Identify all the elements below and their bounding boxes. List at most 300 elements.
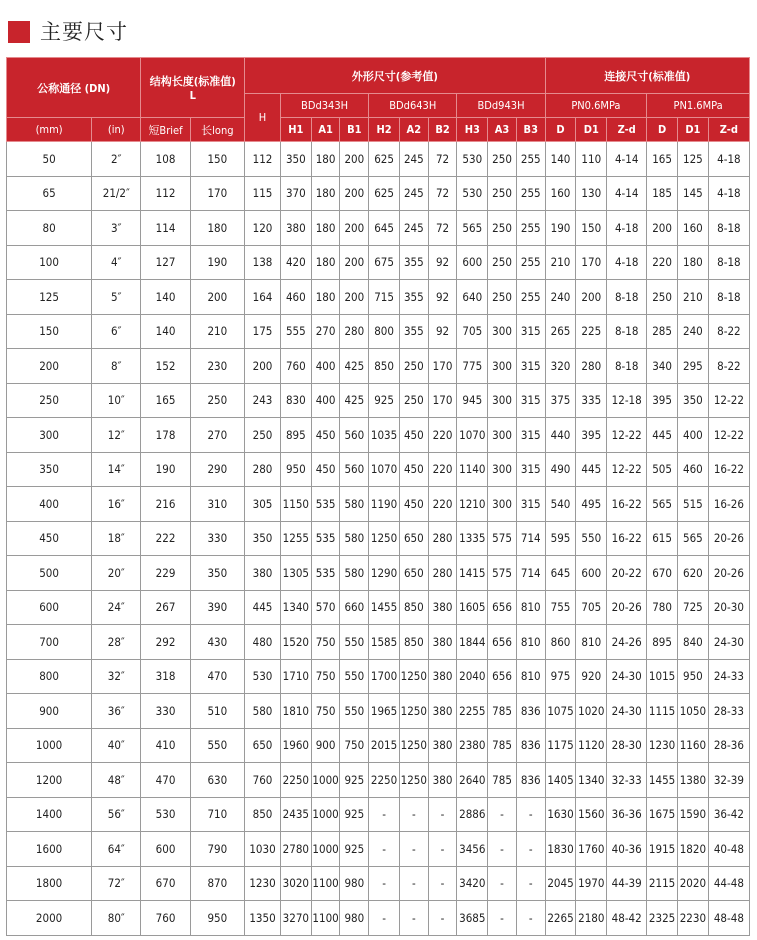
table-cell: 21/2″ — [92, 176, 141, 211]
table-cell: 430 — [190, 625, 244, 660]
table-cell: 450 — [399, 418, 428, 453]
table-cell: 640 — [457, 280, 488, 315]
table-cell: 180 — [311, 176, 340, 211]
table-cell: 850 — [399, 590, 428, 625]
table-cell: 480 — [245, 625, 281, 660]
table-row — [7, 245, 750, 280]
table-cell: 1255 — [280, 521, 311, 556]
header-row-3 — [7, 118, 750, 142]
table-cell: 1070 — [369, 452, 400, 487]
table-cell: 2265 — [545, 901, 576, 936]
table-cell: 780 — [647, 590, 678, 625]
table-cell: 28-36 — [708, 728, 749, 763]
table-cell: 1340 — [576, 763, 607, 798]
table-cell: 1965 — [369, 694, 400, 729]
table-row — [7, 349, 750, 384]
table-cell: - — [516, 866, 545, 901]
table-cell: 450 — [311, 452, 340, 487]
table-cell: 8-18 — [607, 280, 647, 315]
table-cell: 245 — [399, 211, 428, 246]
table-cell: 1070 — [457, 418, 488, 453]
table-cell: 200 — [7, 349, 92, 384]
table-cell: 200 — [576, 280, 607, 315]
table-cell: 210 — [545, 245, 576, 280]
table-cell: 950 — [280, 452, 311, 487]
table-cell: 3270 — [280, 901, 311, 936]
table-cell: 580 — [340, 556, 369, 591]
table-cell: 530 — [457, 176, 488, 211]
table-cell: 3456 — [457, 832, 488, 867]
table-cell: 860 — [545, 625, 576, 660]
table-cell: 565 — [647, 487, 678, 522]
table-cell: 8-18 — [708, 280, 749, 315]
table-cell: 380 — [280, 211, 311, 246]
table-cell: 1700 — [369, 659, 400, 694]
table-cell: - — [428, 832, 457, 867]
table-cell: 425 — [340, 349, 369, 384]
header-d-pn06: D — [545, 118, 576, 142]
table-cell: 925 — [340, 797, 369, 832]
table-cell: 510 — [190, 694, 244, 729]
table-cell: 625 — [369, 176, 400, 211]
table-cell: 240 — [677, 314, 708, 349]
table-cell: 3″ — [92, 211, 141, 246]
table-cell: 1810 — [280, 694, 311, 729]
table-cell: 870 — [190, 866, 244, 901]
table-cell: 56″ — [92, 797, 141, 832]
table-cell: 185 — [647, 176, 678, 211]
table-cell: 565 — [457, 211, 488, 246]
table-cell: 750 — [311, 694, 340, 729]
table-cell: 190 — [141, 452, 190, 487]
table-cell: 2180 — [576, 901, 607, 936]
header-long: 长long — [190, 118, 244, 142]
table-cell: 12-22 — [607, 452, 647, 487]
table-cell: 1350 — [245, 901, 281, 936]
table-cell: 3685 — [457, 901, 488, 936]
table-cell: 4-14 — [607, 176, 647, 211]
table-cell: 535 — [311, 521, 340, 556]
table-cell: 400 — [311, 349, 340, 384]
table-cell: 318 — [141, 659, 190, 694]
table-cell: 714 — [516, 521, 545, 556]
table-cell: 550 — [340, 625, 369, 660]
table-cell: 380 — [428, 659, 457, 694]
table-cell: 560 — [340, 452, 369, 487]
table-cell: 320 — [545, 349, 576, 384]
table-cell: 2380 — [457, 728, 488, 763]
table-cell: 1035 — [369, 418, 400, 453]
table-cell: 1710 — [280, 659, 311, 694]
table-cell: 1760 — [576, 832, 607, 867]
table-cell: 580 — [340, 521, 369, 556]
table-cell: 1050 — [677, 694, 708, 729]
table-cell: - — [369, 832, 400, 867]
table-cell: 72″ — [92, 866, 141, 901]
table-cell: 229 — [141, 556, 190, 591]
table-cell: 140 — [141, 280, 190, 315]
table-cell: 1230 — [245, 866, 281, 901]
header-length-line1: 结构长度(标准值) — [149, 75, 236, 88]
table-cell: 315 — [516, 452, 545, 487]
table-cell: 315 — [516, 314, 545, 349]
table-cell: 945 — [457, 383, 488, 418]
table-cell: 840 — [677, 625, 708, 660]
table-cell: 850 — [399, 625, 428, 660]
table-cell: 280 — [245, 452, 281, 487]
table-cell: 250 — [488, 280, 517, 315]
table-cell: 180 — [190, 211, 244, 246]
header-zd-pn06: Z-d — [607, 118, 647, 142]
table-cell: 550 — [576, 521, 607, 556]
table-cell: 715 — [369, 280, 400, 315]
table-cell: 850 — [369, 349, 400, 384]
table-cell: 180 — [677, 245, 708, 280]
table-cell: 16-22 — [708, 452, 749, 487]
table-row — [7, 280, 750, 315]
table-cell: 14″ — [92, 452, 141, 487]
table-cell: 222 — [141, 521, 190, 556]
table-row — [7, 314, 750, 349]
table-cell: 355 — [399, 245, 428, 280]
table-cell: 200 — [340, 245, 369, 280]
table-cell: 160 — [545, 176, 576, 211]
table-cell: 165 — [647, 142, 678, 177]
table-cell: 245 — [399, 142, 428, 177]
table-cell: 1335 — [457, 521, 488, 556]
table-row — [7, 142, 750, 177]
table-cell: 375 — [545, 383, 576, 418]
table-cell: 600 — [576, 556, 607, 591]
table-cell: 92 — [428, 280, 457, 315]
table-cell: 1100 — [311, 866, 340, 901]
table-cell: 32″ — [92, 659, 141, 694]
table-cell: 1030 — [245, 832, 281, 867]
table-cell: 255 — [516, 280, 545, 315]
table-cell: 210 — [677, 280, 708, 315]
table-cell: 1250 — [399, 763, 428, 798]
table-cell: 24″ — [92, 590, 141, 625]
table-cell: 170 — [428, 383, 457, 418]
table-cell: 630 — [190, 763, 244, 798]
table-cell: - — [488, 866, 517, 901]
table-cell: 615 — [647, 521, 678, 556]
table-cell: 130 — [576, 176, 607, 211]
table-cell: 800 — [369, 314, 400, 349]
table-cell: 112 — [245, 142, 281, 177]
header-length-line2: L — [189, 89, 196, 102]
table-cell: - — [428, 866, 457, 901]
table-cell: 270 — [311, 314, 340, 349]
table-cell: 450 — [399, 487, 428, 522]
header-short: 短Brief — [141, 118, 190, 142]
table-cell: 670 — [647, 556, 678, 591]
table-cell: 600 — [141, 832, 190, 867]
table-cell: 750 — [311, 659, 340, 694]
table-cell: 315 — [516, 349, 545, 384]
table-cell: 4-14 — [607, 142, 647, 177]
table-cell: 250 — [190, 383, 244, 418]
table-cell: 180 — [311, 280, 340, 315]
table-cell: 1560 — [576, 797, 607, 832]
table-cell: 900 — [311, 728, 340, 763]
table-cell: 350 — [190, 556, 244, 591]
table-cell: 36-36 — [607, 797, 647, 832]
table-cell: 1210 — [457, 487, 488, 522]
table-cell: 270 — [190, 418, 244, 453]
table-cell: 280 — [576, 349, 607, 384]
table-cell: - — [428, 901, 457, 936]
table-cell: 5″ — [92, 280, 141, 315]
table-cell: 380 — [245, 556, 281, 591]
table-cell: 20-26 — [708, 521, 749, 556]
table-cell: 370 — [280, 176, 311, 211]
header-mm: (mm) — [7, 118, 92, 142]
table-cell: 40-48 — [708, 832, 749, 867]
table-cell: 32-33 — [607, 763, 647, 798]
table-cell: 255 — [516, 142, 545, 177]
table-cell: 125 — [677, 142, 708, 177]
table-cell: 16″ — [92, 487, 141, 522]
table-cell: 550 — [340, 694, 369, 729]
table-cell: 380 — [428, 728, 457, 763]
table-cell: 555 — [280, 314, 311, 349]
table-cell: 1405 — [545, 763, 576, 798]
table-cell: - — [399, 832, 428, 867]
table-cell: 92 — [428, 245, 457, 280]
table-cell: 1160 — [677, 728, 708, 763]
table-cell: 850 — [245, 797, 281, 832]
table-cell: 8-22 — [708, 314, 749, 349]
header-row-1 — [7, 58, 750, 94]
table-cell: 1175 — [545, 728, 576, 763]
table-cell: 280 — [428, 521, 457, 556]
table-cell: 150 — [190, 142, 244, 177]
header-pn06: PN0.6MPa — [545, 94, 647, 118]
table-cell: 400 — [311, 383, 340, 418]
table-cell: 20-30 — [708, 590, 749, 625]
table-cell: 24-30 — [607, 659, 647, 694]
table-cell: 145 — [677, 176, 708, 211]
table-cell: 65 — [7, 176, 92, 211]
table-cell: 380 — [428, 590, 457, 625]
table-cell: 20-26 — [708, 556, 749, 591]
table-cell: - — [369, 901, 400, 936]
table-cell: 656 — [488, 590, 517, 625]
table-row — [7, 728, 750, 763]
table-cell: 705 — [576, 590, 607, 625]
table-cell: 200 — [647, 211, 678, 246]
table-cell: 20-26 — [607, 590, 647, 625]
header-d1-pn06: D1 — [576, 118, 607, 142]
header-zd-pn16: Z-d — [708, 118, 749, 142]
table-cell: 300 — [488, 418, 517, 453]
table-cell: 330 — [141, 694, 190, 729]
table-cell: 200 — [190, 280, 244, 315]
table-cell: 24-30 — [607, 694, 647, 729]
table-cell: 180 — [311, 211, 340, 246]
table-cell: 380 — [428, 694, 457, 729]
table-cell: 8-22 — [708, 349, 749, 384]
table-row — [7, 590, 750, 625]
table-cell: 895 — [647, 625, 678, 660]
header-h: H — [245, 94, 281, 142]
table-cell: 645 — [369, 211, 400, 246]
table-cell: 44-48 — [708, 866, 749, 901]
table-cell: - — [428, 797, 457, 832]
table-cell: 714 — [516, 556, 545, 591]
table-cell: 350 — [677, 383, 708, 418]
table-cell: 280 — [428, 556, 457, 591]
table-cell: 440 — [545, 418, 576, 453]
table-cell: 255 — [516, 245, 545, 280]
table-cell: 12-22 — [708, 418, 749, 453]
table-cell: 355 — [399, 314, 428, 349]
table-cell: 1585 — [369, 625, 400, 660]
header-h2: H2 — [369, 118, 400, 142]
table-cell: 12-22 — [708, 383, 749, 418]
table-cell: 152 — [141, 349, 190, 384]
table-cell: 836 — [516, 728, 545, 763]
table-cell: 750 — [340, 728, 369, 763]
table-cell: 300 — [488, 452, 517, 487]
table-cell: 550 — [190, 728, 244, 763]
table-cell: 350 — [245, 521, 281, 556]
table-row — [7, 797, 750, 832]
table-cell: 2115 — [647, 866, 678, 901]
table-cell: 760 — [280, 349, 311, 384]
table-cell: 425 — [340, 383, 369, 418]
table-cell: 495 — [576, 487, 607, 522]
table-cell: 175 — [245, 314, 281, 349]
table-cell: 292 — [141, 625, 190, 660]
table-cell: 530 — [245, 659, 281, 694]
table-cell: 2230 — [677, 901, 708, 936]
table-cell: 16-22 — [607, 487, 647, 522]
table-cell: 28″ — [92, 625, 141, 660]
table-cell: 8-18 — [708, 211, 749, 246]
table-cell: 310 — [190, 487, 244, 522]
table-cell: 350 — [280, 142, 311, 177]
table-cell: 710 — [190, 797, 244, 832]
table-cell: 127 — [141, 245, 190, 280]
table-cell: 810 — [516, 625, 545, 660]
table-cell: 1844 — [457, 625, 488, 660]
table-cell: 1675 — [647, 797, 678, 832]
table-cell: 2250 — [369, 763, 400, 798]
table-cell: 2″ — [92, 142, 141, 177]
table-cell: 460 — [280, 280, 311, 315]
table-cell: 165 — [141, 383, 190, 418]
header-d1-pn16: D1 — [677, 118, 708, 142]
header-h3: H3 — [457, 118, 488, 142]
table-cell: 335 — [576, 383, 607, 418]
table-cell: 164 — [245, 280, 281, 315]
table-cell: 625 — [369, 142, 400, 177]
table-cell: 140 — [545, 142, 576, 177]
table-cell: 800 — [7, 659, 92, 694]
table-cell: 24-33 — [708, 659, 749, 694]
table-cell: 1120 — [576, 728, 607, 763]
table-cell: 6″ — [92, 314, 141, 349]
table-cell: 255 — [516, 211, 545, 246]
table-cell: 250 — [488, 142, 517, 177]
table-cell: 300 — [488, 349, 517, 384]
table-cell: 505 — [647, 452, 678, 487]
table-cell: 1250 — [399, 728, 428, 763]
header-h1: H1 — [280, 118, 311, 142]
table-cell: 470 — [190, 659, 244, 694]
table-cell: 200 — [340, 176, 369, 211]
table-cell: 350 — [7, 452, 92, 487]
table-cell: 250 — [488, 176, 517, 211]
table-cell: 240 — [545, 280, 576, 315]
table-cell: 785 — [488, 763, 517, 798]
table-cell: 12″ — [92, 418, 141, 453]
table-cell: 725 — [677, 590, 708, 625]
table-cell: 925 — [340, 832, 369, 867]
table-cell: - — [399, 866, 428, 901]
table-cell: 2255 — [457, 694, 488, 729]
table-cell: 250 — [399, 383, 428, 418]
table-cell: 700 — [7, 625, 92, 660]
table-cell: 267 — [141, 590, 190, 625]
table-cell: 410 — [141, 728, 190, 763]
table-row — [7, 383, 750, 418]
table-row — [7, 625, 750, 660]
table-cell: 330 — [190, 521, 244, 556]
header-connection-dimensions: 连接尺寸(标准值) — [545, 58, 749, 94]
table-cell: 2045 — [545, 866, 576, 901]
table-cell: 470 — [141, 763, 190, 798]
table-cell: 380 — [428, 625, 457, 660]
table-cell: 580 — [245, 694, 281, 729]
table-cell: 1015 — [647, 659, 678, 694]
table-cell: - — [516, 832, 545, 867]
table-cell: 675 — [369, 245, 400, 280]
header-nominal-diameter: 公称通径 (DN) — [7, 58, 141, 118]
table-cell: 1115 — [647, 694, 678, 729]
table-cell: 64″ — [92, 832, 141, 867]
table-cell: 220 — [428, 452, 457, 487]
table-cell: - — [488, 901, 517, 936]
table-cell: 8-18 — [607, 349, 647, 384]
table-cell: 445 — [245, 590, 281, 625]
table-cell: - — [369, 866, 400, 901]
table-cell: - — [516, 797, 545, 832]
table-cell: 560 — [340, 418, 369, 453]
table-cell: 705 — [457, 314, 488, 349]
table-cell: 1800 — [7, 866, 92, 901]
table-cell: 1000 — [311, 763, 340, 798]
table-cell: 2015 — [369, 728, 400, 763]
table-cell: 1820 — [677, 832, 708, 867]
table-cell: 340 — [647, 349, 678, 384]
header-pn16: PN1.6MPa — [647, 94, 750, 118]
table-row — [7, 487, 750, 522]
table-cell: 100 — [7, 245, 92, 280]
table-cell: 200 — [340, 142, 369, 177]
table-cell: 810 — [516, 659, 545, 694]
table-cell: 980 — [340, 866, 369, 901]
table-cell: 200 — [340, 280, 369, 315]
table-cell: 400 — [7, 487, 92, 522]
table-cell: 1520 — [280, 625, 311, 660]
table-cell: 395 — [647, 383, 678, 418]
table-cell: 170 — [190, 176, 244, 211]
table-cell: 150 — [7, 314, 92, 349]
table-cell: 1000 — [311, 797, 340, 832]
